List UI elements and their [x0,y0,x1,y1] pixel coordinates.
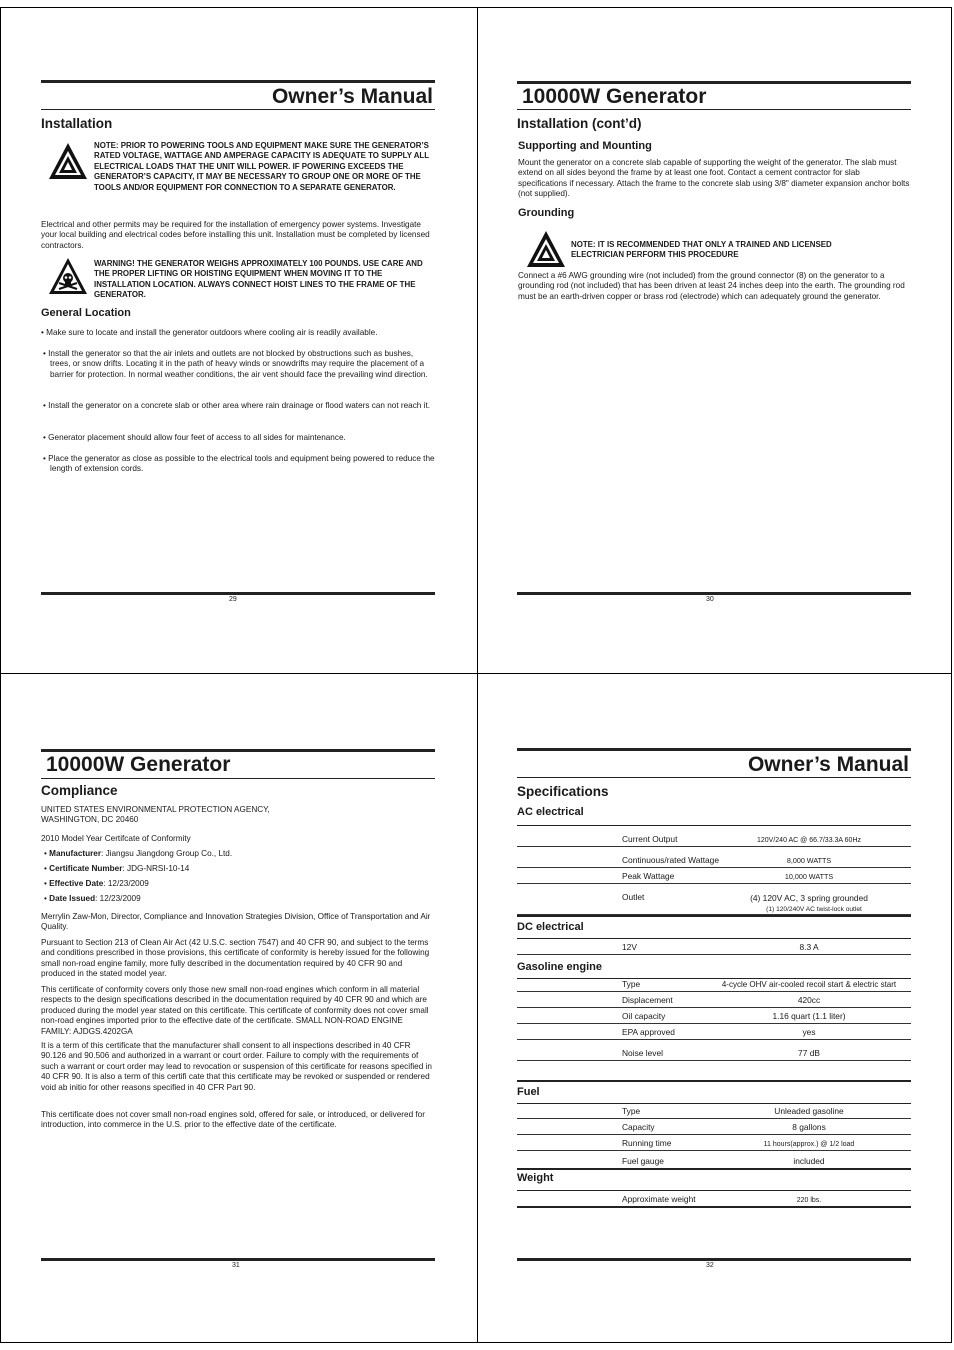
list-item: • Make sure to locate and install the generator outdoors where cooling air is readily available. [41,328,378,337]
spec-label: EPA approved [622,1027,675,1037]
director-paragraph: Merrylin Zaw-Mon, Director, Compliance and Innovation Strategies Division, Office of Transportation and Air Quality. [41,912,431,932]
spec-value: yes [802,1027,816,1037]
section-heading: Installation [41,116,113,131]
inspection-paragraph: It is a term of this certificate that the manufacturer shall consent to all inspections described in 40 CFR 90.126 and 90.506 and authorized in a warrant or court order. Failure to comply with the requirements of such a warrant or court order may lead to revocation or suspension of this certificate for reasons specified in 40 CFR 90. It is also a term of this certifi cate that this certificate may be revoked or suspended or rendered void ab initio for other reasons specified in 40 CFR Part 90. [41,1041,432,1092]
frame-bottom [0,1342,952,1343]
electrician-note: NOTE: IT IS RECOMMENDED THAT ONLY A TRAINED AND LICENSED ELECTRICIAN PERFORM THIS PROCEDURE [571,240,832,260]
spec-group-dc: DC electrical [517,921,584,933]
spec-group-gas: Gasoline engine [517,961,602,973]
spec-value: 1.16 quart (1.1 liter) [772,1011,846,1021]
spec-label: Capacity [622,1122,655,1132]
table-row [517,1040,911,1061]
table-row [517,938,911,955]
cert-field-date-issued: • Date Issued: 12/23/2009 [44,894,141,903]
table-row [517,1190,911,1208]
spec-label: Type [622,1106,641,1116]
frame-center [0,673,952,674]
spec-label: Approximate weight [622,1194,696,1204]
spec-value: 8,000 WATTS [786,856,832,865]
spec-label: Noise level [622,1048,663,1058]
table-row [517,864,911,884]
spec-value: 220 lbs. [796,1197,822,1204]
subsection-heading: Supporting and Mounting [518,140,652,152]
spec-label: 12V [622,942,637,952]
spec-label: Continuous/rated Wattage [622,855,719,865]
skull-warning-icon [48,257,88,295]
header-rule-top [517,748,911,751]
spec-value: Unleaded gasoline [774,1106,844,1116]
spec-value-secondary: (1) 120/240V AC twist-lock outlet [766,906,862,913]
mounting-paragraph: Mount the generator on a concrete slab capable of supporting the weight of the generator. The slab must extend on all sides beyond the frame by at least one foot. Contact a cement contractor for slab specifications if necessary. Attach the frame to the concrete slab using 3/8" diameter expansion anchor bolts (not supplied). [518,158,910,199]
page-number: 31 [232,1262,240,1269]
table-row [517,1135,911,1151]
list-item: • Install the generator so that the air inlets and outlets are not blocked by obstructions such as bushes, trees, or snow drifts. Locating it in the path of heavy winds or snowdrifts may require the placement of a barrier for protection. In normal weather conditions, the air vent should face the prevailing wind direction. [43,349,428,379]
page-number: 32 [706,1262,714,1269]
footer-rule [41,592,435,595]
section-heading: Installation (cont’d) [517,116,642,131]
footer-rule [517,1258,911,1261]
spec-label: Running time [622,1138,672,1148]
spec-group-rule [517,1080,911,1082]
capacity-note: NOTE: PRIOR TO POWERING TOOLS AND EQUIPMENT MAKE SURE THE GENERATOR’S RATED VOLTAGE, WATTAGE AND AMPERAGE CAPACITY IS ADEQUATE TO SUPPLY ALL ELECTRICAL LOADS THAT THE UNIT WILL POWER. IF POWERING EXCEEDS THE GENERATOR’S CAPACITY, IT MAY BE NECESSARY TO GROUP ONE OR MORE OF THE TOOLS AND/OR EQUIPMENT FOR CONNECTION TO A SEPARATE GENERATOR. [94,141,429,192]
pursuant-paragraph: Pursuant to Section 213 of Clean Air Act (42 U.S.C. section 7547) and 40 CFR 90, and subject to the terms and conditions prescribed in those provisions, this certificate of conformity is hereby issued for the following small non-road engine family, more fully described in the documentation required by 40 CFR 90 and produced in the stated model year. [41,938,430,979]
spec-group-fuel: Fuel [517,1086,540,1098]
spec-value: 11 hours(approx.) @ 1/2 load [763,1141,855,1148]
spec-group-ac: AC electrical [517,806,584,818]
table-row [517,1024,911,1040]
spec-group-rule [517,915,911,917]
table-row [517,1151,911,1169]
spec-label: Displacement [622,995,673,1005]
footer-rule [41,1258,435,1261]
spec-value: 8 gallons [792,1122,826,1132]
footer-rule [517,592,911,595]
agency-line: UNITED STATES ENVIRONMENTAL PROTECTION AGENCY, [41,805,270,814]
engine-family: SMALL NON-ROAD ENGINE FAMILY: AJDGS.4202GA [41,1016,403,1036]
table-row [517,884,911,915]
spec-label: Type [622,979,641,989]
table-row [517,992,911,1008]
page-title: Owner’s Manual [747,753,909,776]
certificate-title: 2010 Model Year Certifcate of Conformity [41,834,191,843]
header-rule-top [41,749,435,752]
weight-warning: WARNING! THE GENERATOR WEIGHS APPROXIMATELY 100 POUNDS. USE CARE AND THE PROPER LIFTING OR HOISTING EQUIPMENT WHEN MOVING IT TO THE INSTALLATION LOCATION. ALWAYS CONNECT HOIST LINES TO THE FRAME OF THE GENERATOR. [94,259,423,300]
section-heading: Compliance [41,783,118,798]
spec-value: 8.3 A [799,942,819,952]
spec-value: 77 dB [798,1048,820,1058]
spec-value: 120V/240 AC @ 66.7/33.3A 60Hz [756,837,861,844]
page-title: Owner’s Manual [271,85,433,108]
frame-right [951,7,952,1343]
header-rule-bottom [517,777,911,778]
table-row [517,978,911,992]
list-item: • Install the generator on a concrete slab or other area where rain drainage or flood waters can not reach it. [43,401,430,410]
table-row [517,826,911,847]
cert-field-effective-date: • Effective Date: 12/23/2009 [44,879,149,888]
page-title: 10000W Generator [522,85,707,108]
frame-middle [477,7,478,1343]
grounding-paragraph: Connect a #6 AWG grounding wire (not included) from the ground connector (8) on the generator to a grounding rod (not included) that has been driven at least 24 inches deep into the earth. The grounding rod must be an earth-driven copper or brass rod (electrode) which can adequately ground the generator. [518,271,905,301]
header-rule-bottom [517,109,911,110]
list-item: • Generator placement should allow four feet of access to all sides for maintenance. [43,433,346,442]
spec-label: Current Output [622,834,678,844]
spec-value: 10,000 WATTS [784,872,834,881]
spec-value: 420cc [797,995,821,1005]
warning-triangle-icon [48,142,88,180]
header-rule-top [517,81,911,84]
table-row [517,1008,911,1024]
subsection-heading: Grounding [518,207,575,219]
spec-value: 4-cycle OHV air-cooled recoil start & electric start [721,980,897,989]
permits-paragraph: Electrical and other permits may be required for the installation of emergency power systems. Investigate your local building and electrical codes before installing this unit. Installation must be completed by licensed contractors. [41,220,430,250]
section-heading: Specifications [517,784,609,799]
page-number: 30 [706,596,714,603]
header-rule-top [41,80,435,83]
page-number: 29 [229,596,237,603]
exclusion-paragraph: This certificate does not cover small non-road engines sold, offered for sale, or introduced, or delivered for introduction, into commerce in the U.S. prior to the effective date of the certificate. [41,1110,425,1130]
table-row [517,1119,911,1135]
header-rule-bottom [41,778,435,779]
frame-top [0,7,952,8]
cert-field-manufacturer: • Manufacturer: Jiangsu Jiangdong Group Co., Ltd. [44,849,233,858]
list-item: • Place the generator as close as possible to the electrical tools and equipment being powered to reduce the length of extension cords. [43,454,435,474]
spec-label: Outlet [622,892,645,902]
header-rule-bottom [41,109,435,110]
spec-value: included [793,1156,825,1166]
spec-group-weight: Weight [517,1172,554,1184]
frame-left [0,7,1,1343]
spec-label: Fuel gauge [622,1156,664,1166]
page-title: 10000W Generator [46,753,231,776]
coverage-paragraph: This certificate of conformity covers only those new small non-road engines which conform in all material respects to the design specifications described in the documentation required by 40 CFR 90 and which are produced during the model year stated on this certificate. This certificate of conformity does not cover small non-road engines imported prior to the effective date of the certificate. SMALL NON-ROAD ENGINE FAMILY: AJDGS.4202GA [41,985,429,1036]
agency-address: WASHINGTON, DC 20460 [41,815,139,824]
table-row [517,1103,911,1119]
spec-label: Oil capacity [622,1011,666,1021]
subsection-heading: General Location [41,307,131,319]
spec-group-rule [517,1168,911,1170]
spec-value: (4) 120V AC, 3 spring grounded [750,893,868,903]
warning-triangle-icon [526,230,566,268]
spec-label: Peak Wattage [622,871,675,881]
cert-field-number: • Certificate Number: JDG-NRSI-10-14 [44,864,190,873]
